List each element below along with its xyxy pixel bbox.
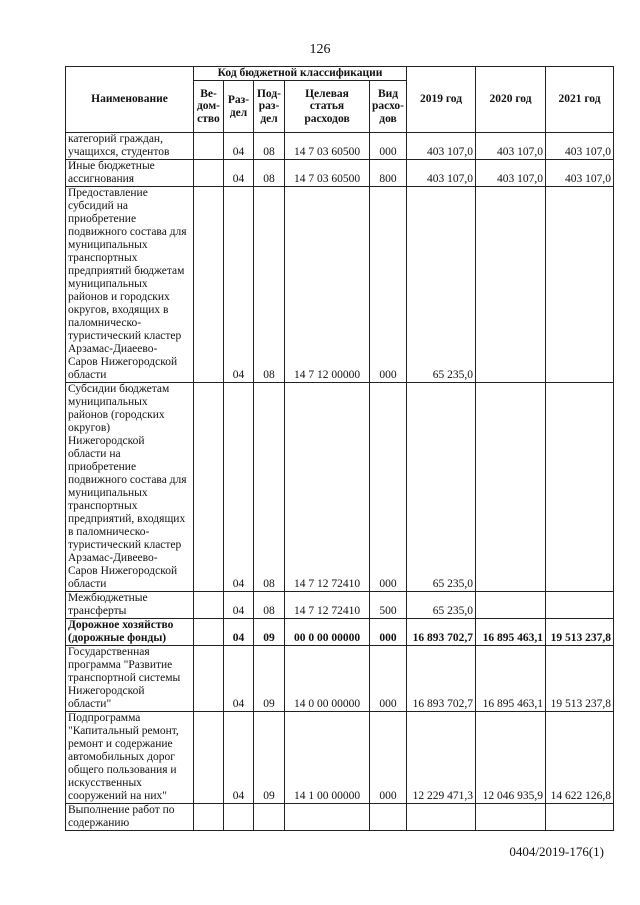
cell-vid: 800 [370,160,407,187]
cell-name: Иные бюджетные ассигнования [66,160,194,187]
cell-y2021: 403 107,0 [546,133,614,160]
cell-name: Субсидии бюджетам муниципальных районов (городских округов) Нижегородской области на приобретение подвижного состава для муниципальных транспортных предприятий, входящих в паломническо- туристический кластер Арзамас-Дивеево- Саров Нижегородской области [66,383,194,592]
cell-y2021: 403 107,0 [546,160,614,187]
cell-razdel [224,804,254,831]
table-row [66,712,614,804]
table-row [66,646,614,712]
cell-ved [194,187,224,383]
header-2021: 2021 год [546,67,614,133]
page-number: 126 [309,42,331,57]
header-vedomstvo: Ве- дом- ство [194,81,224,133]
cell-y2019: 65 235,0 [407,187,476,383]
table-row [66,187,614,383]
cell-razdel: 04 [224,712,254,804]
cell-y2021 [546,187,614,383]
cell-vid [370,804,407,831]
cell-ved [194,712,224,804]
cell-target: 14 7 03 60500 [285,133,370,160]
cell-target: 14 1 00 00000 [285,712,370,804]
cell-y2021: 19 513 237,8 [546,619,614,646]
cell-vid: 000 [370,619,407,646]
table-row [66,804,614,831]
table-body [66,133,614,831]
cell-podrazdel: 08 [254,383,285,592]
cell-ved [194,646,224,712]
header-name: Наименование [66,67,194,133]
cell-name: категорий граждан, учащихся, студентов [66,133,194,160]
cell-target [285,804,370,831]
cell-target: 14 7 12 72410 [285,592,370,619]
cell-y2019: 403 107,0 [407,133,476,160]
cell-y2020: 16 895 463,1 [476,619,546,646]
cell-name: Подпрограмма "Капитальный ремонт, ремонт и содержание автомобильных дорог общего пользования и искусственных сооружений на них" [66,712,194,804]
cell-y2020 [476,383,546,592]
cell-razdel: 04 [224,646,254,712]
budget-table [65,66,614,831]
cell-y2019 [407,804,476,831]
table-row [66,383,614,592]
document-code: 0404/2019-176(1) [509,844,604,859]
cell-y2020: 403 107,0 [476,133,546,160]
cell-target: 14 7 12 00000 [285,187,370,383]
cell-vid: 000 [370,187,407,383]
cell-y2021: 19 513 237,8 [546,646,614,712]
cell-ved [194,383,224,592]
cell-podrazdel [254,804,285,831]
cell-name: Предоставление субсидий на приобретение подвижного состава для муниципальных транспортных предприятий бюджетам муниципальных районов и городских округов, входящих в паломническо- туристический кластер Арзамас-Диаеево- Саров Нижегородской области [66,187,194,383]
cell-ved [194,133,224,160]
cell-target: 00 0 00 00000 [285,619,370,646]
cell-ved [194,619,224,646]
cell-name: Дорожное хозяйство (дорожные фонды) [66,619,194,646]
cell-y2021 [546,592,614,619]
cell-podrazdel: 09 [254,712,285,804]
cell-y2020: 16 895 463,1 [476,646,546,712]
cell-podrazdel: 08 [254,592,285,619]
cell-target: 14 7 12 72410 [285,383,370,592]
header-razdel: Раз- дел [224,81,254,133]
cell-y2019: 403 107,0 [407,160,476,187]
cell-vid: 000 [370,133,407,160]
cell-name: Межбюджетные трансферты [66,592,194,619]
cell-target: 14 7 03 60500 [285,160,370,187]
cell-podrazdel: 09 [254,646,285,712]
cell-name: Государственная программа "Развитие транспортной системы Нижегородской области" [66,646,194,712]
cell-y2021: 14 622 126,8 [546,712,614,804]
header-code-group: Код бюджетной классификации [194,67,407,81]
cell-y2020: 403 107,0 [476,160,546,187]
cell-vid: 000 [370,646,407,712]
cell-podrazdel: 08 [254,160,285,187]
cell-razdel: 04 [224,133,254,160]
cell-razdel: 04 [224,383,254,592]
header-podrazdel: Под- раз- дел [254,81,285,133]
table-row [66,133,614,160]
cell-razdel: 04 [224,619,254,646]
cell-podrazdel: 08 [254,133,285,160]
table-row [66,160,614,187]
cell-y2021 [546,804,614,831]
table-row [66,619,614,646]
cell-y2019: 65 235,0 [407,383,476,592]
cell-y2020 [476,804,546,831]
table-row [66,592,614,619]
cell-y2021 [546,383,614,592]
cell-y2020 [476,187,546,383]
cell-y2020 [476,592,546,619]
cell-y2020: 12 046 935,9 [476,712,546,804]
header-vid: Вид расхо- дов [370,81,407,133]
cell-y2019: 16 893 702,7 [407,646,476,712]
cell-target: 14 0 00 00000 [285,646,370,712]
cell-vid: 000 [370,383,407,592]
header-2019: 2019 год [407,67,476,133]
cell-name: Выполнение работ по содержанию [66,804,194,831]
cell-ved [194,592,224,619]
cell-y2019: 65 235,0 [407,592,476,619]
cell-podrazdel: 09 [254,619,285,646]
header-2020: 2020 год [476,67,546,133]
cell-razdel: 04 [224,160,254,187]
cell-razdel: 04 [224,592,254,619]
cell-vid: 000 [370,712,407,804]
cell-y2019: 12 229 471,3 [407,712,476,804]
cell-vid: 500 [370,592,407,619]
cell-podrazdel: 08 [254,187,285,383]
cell-y2019: 16 893 702,7 [407,619,476,646]
cell-ved [194,160,224,187]
cell-razdel: 04 [224,187,254,383]
header-target: Целевая статья расходов [285,81,370,133]
cell-ved [194,804,224,831]
